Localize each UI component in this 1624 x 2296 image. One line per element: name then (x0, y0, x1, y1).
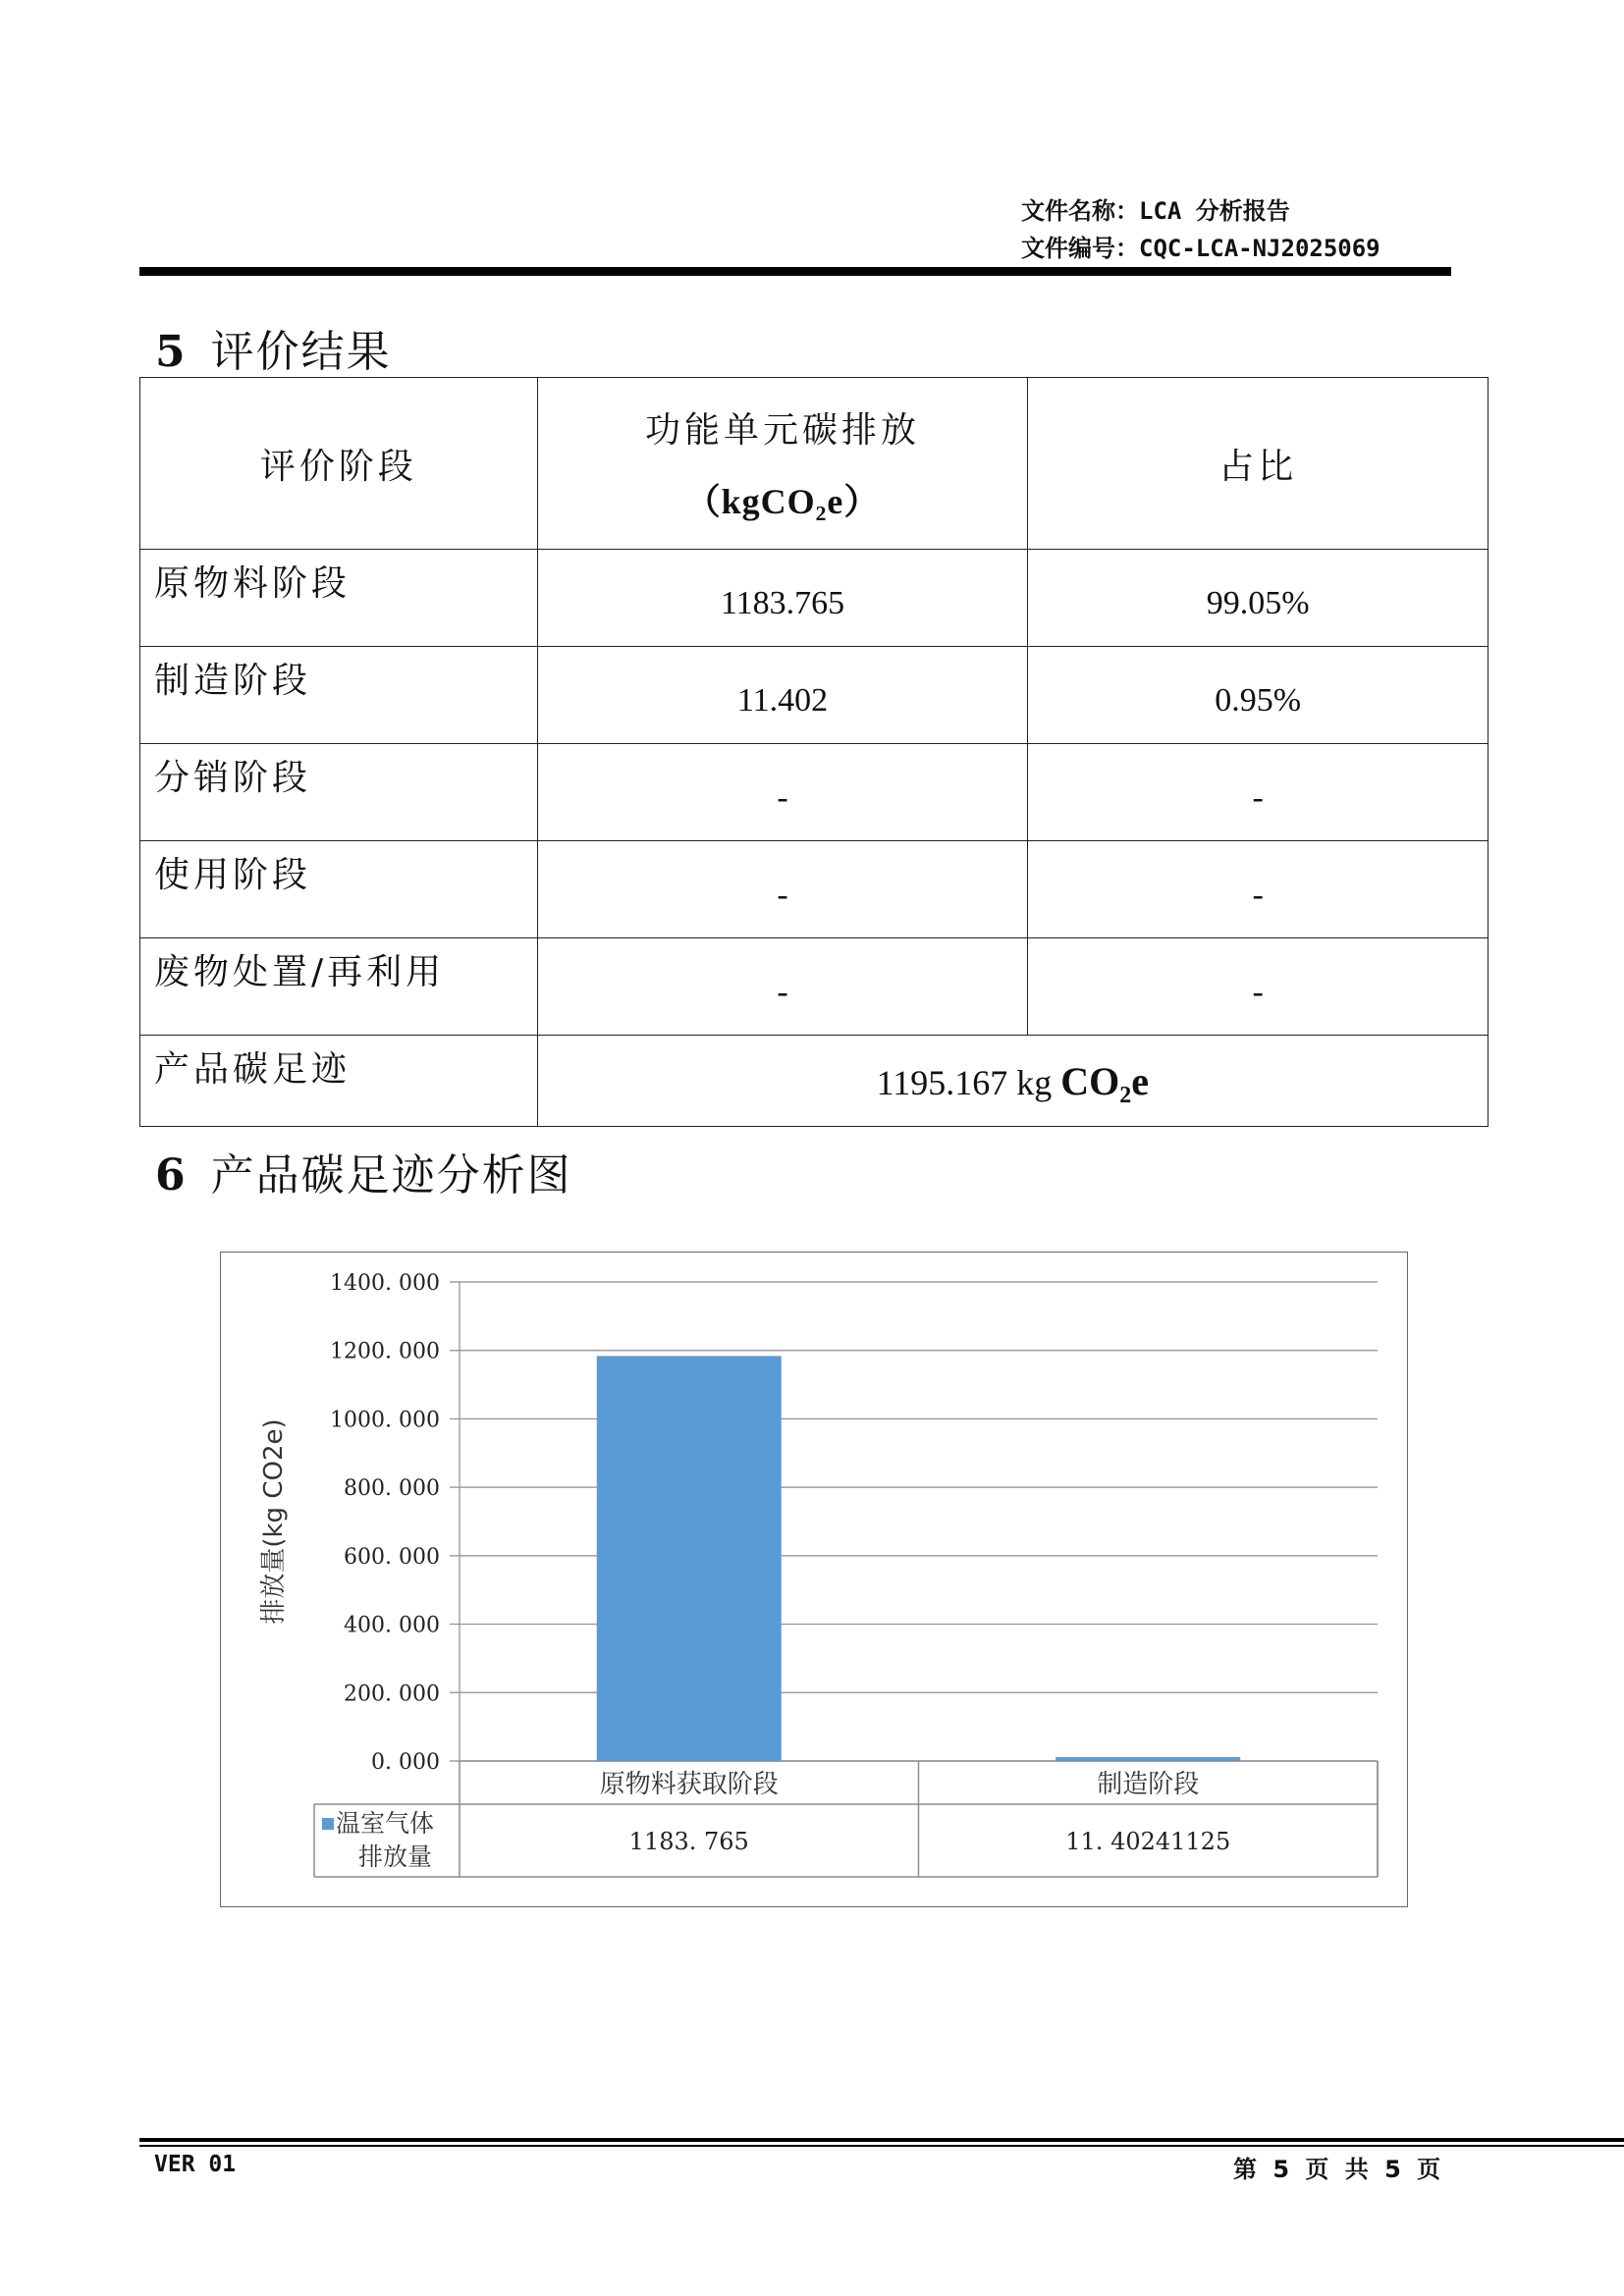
file-number: 文件编号：CQC-LCA-NJ2025069 (1021, 235, 1380, 262)
header-stage: 评价阶段 (140, 378, 538, 550)
stage-cell: 制造阶段 (140, 647, 538, 744)
section-number: 6 (155, 1150, 188, 1201)
share-cell: - (1028, 938, 1489, 1036)
share-cell: - (1028, 841, 1489, 938)
evaluation-results-table (139, 377, 1489, 1127)
table-row (140, 744, 1489, 841)
version-label: VER 01 (154, 2152, 237, 2177)
document-header (1021, 192, 1380, 267)
stage-cell: 分销阶段 (140, 744, 538, 841)
header-emission (537, 378, 1028, 550)
y-tick-label: 0. 000 (371, 1750, 440, 1775)
footer-rule-thin (139, 2145, 1624, 2147)
legend-label: 温室气体 (336, 1809, 435, 1838)
emission-cell: - (537, 841, 1028, 938)
emission-cell: - (537, 938, 1028, 1036)
share-cell: 0.95% (1028, 647, 1489, 744)
y-tick-label: 1400. 000 (330, 1271, 440, 1296)
emission-cell: 1183.765 (537, 550, 1028, 647)
category-label: 制造阶段 (1097, 1770, 1200, 1799)
y-tick-label: 800. 000 (344, 1476, 440, 1502)
header-rule (139, 267, 1451, 276)
section-6-title (155, 1140, 572, 1202)
total-label: 产品碳足迹 (140, 1036, 538, 1127)
file-name: 文件名称：LCA 分析报告 (1021, 197, 1290, 225)
legend-swatch (322, 1818, 334, 1830)
carbon-footprint-chart (220, 1252, 1408, 1907)
y-axis-title: 排放量(kg CO2e) (259, 1418, 289, 1625)
section-title-text: 产品碳足迹分析图 (210, 1150, 572, 1201)
share-cell: 99.05% (1028, 550, 1489, 647)
y-tick-label: 200. 000 (344, 1682, 440, 1707)
stage-cell: 原物料阶段 (140, 550, 538, 647)
chart-svg (221, 1253, 1407, 1906)
category-label: 原物料获取阶段 (599, 1770, 779, 1799)
total-value: 1195.167 kg (876, 1062, 1053, 1102)
header-emission-label: 功能单元碳排放 (644, 410, 920, 451)
emission-cell: - (537, 744, 1028, 841)
data-table-value: 11. 40241125 (1065, 1828, 1231, 1855)
header-share: 占比 (1028, 378, 1489, 550)
y-tick-label: 400. 000 (344, 1613, 440, 1638)
share-cell: - (1028, 744, 1489, 841)
data-table-value: 1183. 765 (628, 1828, 749, 1855)
y-tick-label: 1000. 000 (330, 1408, 440, 1433)
total-row (140, 1036, 1489, 1127)
section-5-title (155, 316, 392, 379)
bar (597, 1356, 782, 1761)
stage-cell: 使用阶段 (140, 841, 538, 938)
total-value-cell (537, 1036, 1488, 1127)
table-row (140, 841, 1489, 938)
emission-cell: 11.402 (537, 647, 1028, 744)
table-row (140, 938, 1489, 1036)
total-unit: CO₂e (1060, 1058, 1150, 1103)
table-row (140, 550, 1489, 647)
table-header-row (140, 378, 1489, 550)
page-number: 第 5 页 共 5 页 (1233, 2156, 1441, 2183)
legend-label: 排放量 (358, 1842, 433, 1871)
table-row (140, 647, 1489, 744)
y-tick-label: 1200. 000 (330, 1339, 440, 1364)
footer-rule (139, 2138, 1624, 2142)
header-emission-unit: （kgCO₂e） (684, 482, 881, 521)
y-tick-label: 600. 000 (344, 1544, 440, 1570)
section-number: 5 (155, 327, 188, 377)
section-title-text: 评价结果 (210, 327, 392, 377)
stage-cell: 废物处置/再利用 (140, 938, 538, 1036)
